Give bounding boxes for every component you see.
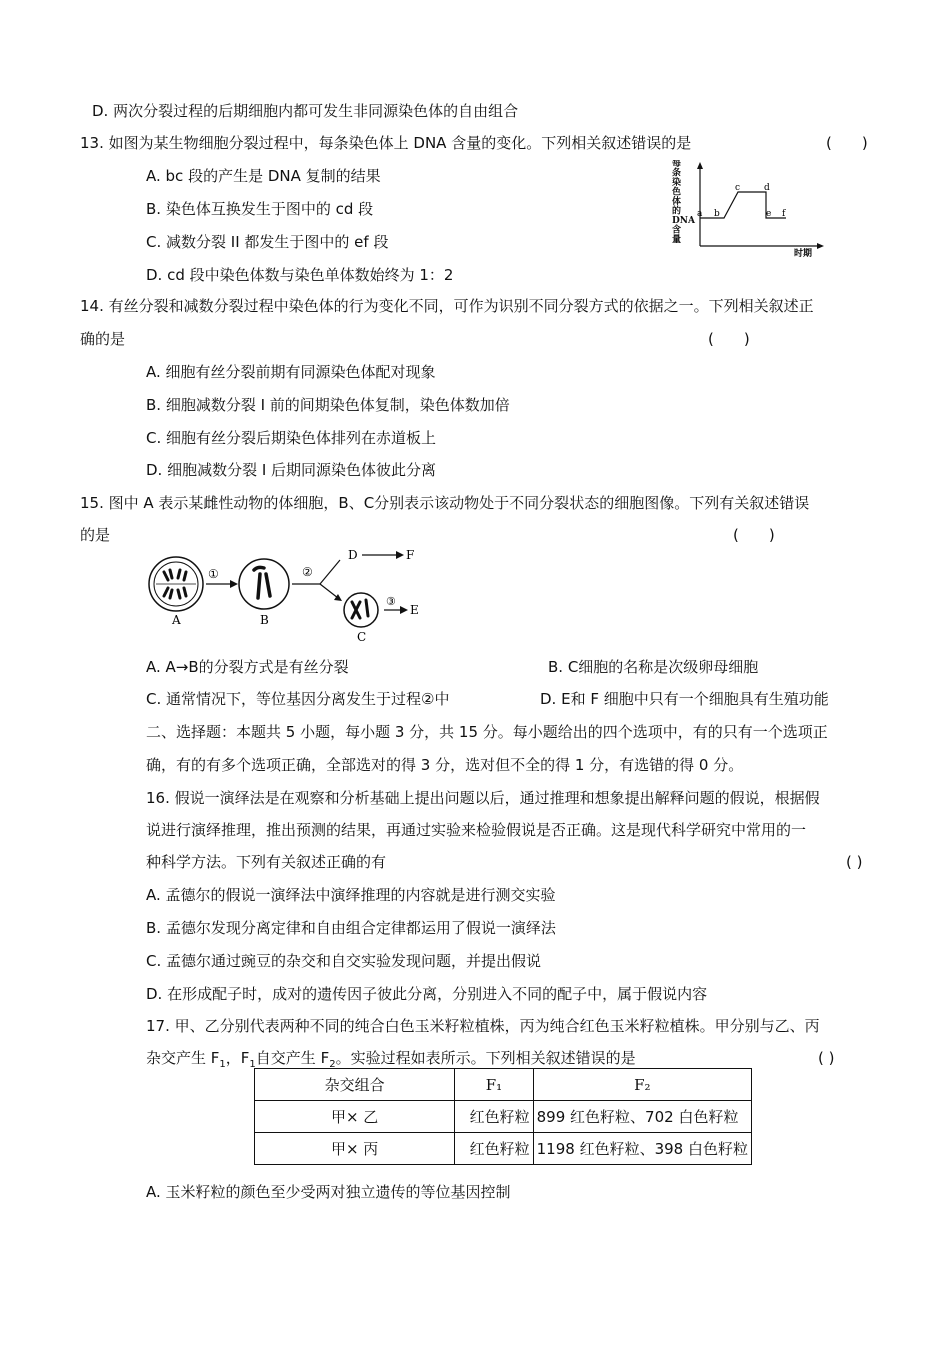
graph-point-f: f [782, 209, 786, 219]
arrow-d-f-head [396, 551, 404, 559]
q16-stem-line3: 种科学方法。下列有关叙述正确的有 [146, 853, 387, 871]
q15-cell-division-figure [140, 540, 440, 650]
graph-y-label: 每条染色体的 DNA 含量 [672, 160, 696, 245]
q15-option-a: A. A→B的分裂方式是有丝分裂 [146, 658, 349, 676]
q13-option-c: C. 减数分裂 II 都发生于图中的 ef 段 [146, 233, 389, 251]
row2-cross: 甲× 丙 [255, 1133, 455, 1165]
label-f: F [406, 548, 415, 562]
q16-answer-paren: ( ) [846, 853, 863, 871]
q15-option-b: B. C细胞的名称是次级卵母细胞 [548, 658, 759, 676]
cell-c [344, 593, 378, 627]
q15-answer-paren: ( ) [733, 526, 775, 544]
q17-sub-f1a: 1 [219, 1059, 226, 1070]
header-f1: F₁ [455, 1069, 533, 1101]
q17-sub-f1b: 1 [249, 1059, 256, 1070]
q15-stem-line1: 15. 图中 A 表示某雌性动物的体细胞，B、C分别表示该动物处于不同分裂状态的细胞图像。下列有关叙述错误 [80, 494, 810, 512]
row2-f2: 1198 红色籽粒、398 白色籽粒 [533, 1133, 751, 1165]
q12-option-d: D. 两次分裂过程的后期细胞内都可发生非同源染色体的自由组合 [92, 102, 519, 120]
q13-answer-paren: ( ) [826, 134, 868, 152]
q16-option-a: A. 孟德尔的假说一演绎法中演绎推理的内容就是进行测交实验 [146, 886, 556, 904]
header-cross: 杂交组合 [255, 1069, 455, 1101]
arrow-1-head [230, 580, 238, 588]
step-1: ① [208, 567, 219, 581]
step-2: ② [302, 565, 313, 579]
q15-stem-line2: 的是 [80, 526, 111, 544]
q13-option-b: B. 染色体互换发生于图中的 cd 段 [146, 200, 374, 218]
branch-up [320, 560, 340, 584]
q14-stem-line2: 确的是 [80, 330, 126, 348]
graph-curve [700, 192, 786, 218]
table-row [255, 1133, 752, 1165]
q13-stem: 13. 如图为某生物细胞分裂过程中，每条染色体上 DNA 含量的变化。下列相关叙述错误的是 [80, 134, 692, 152]
branch-down-head [334, 594, 342, 601]
graph-x-label: 时期 [794, 249, 813, 259]
header-f2: F₂ [533, 1069, 751, 1101]
q14-option-c: C. 细胞有丝分裂后期染色体排列在赤道板上 [146, 429, 437, 447]
graph-point-b: b [714, 209, 720, 219]
q14-option-d: D. 细胞减数分裂 I 后期同源染色体彼此分离 [146, 461, 437, 479]
graph-point-a: a [697, 209, 703, 219]
q14-answer-paren: ( ) [708, 330, 750, 348]
cell-b [239, 559, 289, 609]
section2-line2: 确，有的有多个选项正确，全部选对的得 3 分，选对但不全的得 1 分，有选错的得 0 分。 [146, 756, 744, 774]
label-e: E [410, 603, 419, 617]
row2-f1: 红色籽粒 [455, 1133, 533, 1165]
q15-option-d: D. E和 F 细胞中只有一个细胞具有生殖功能 [540, 690, 829, 708]
graph-y-arrow [697, 162, 703, 169]
graph-point-e: e [766, 209, 772, 219]
label-a: A [172, 613, 181, 627]
row1-cross: 甲× 乙 [255, 1101, 455, 1133]
arrow-3-head [400, 606, 408, 614]
q17-stem-text-3: 自交产生 F [255, 1049, 330, 1067]
q16-stem-line1: 16. 假说一演绎法是在观察和分析基础上提出问题以后，通过推理和想象提出解释问题的假说，根据假 [146, 789, 820, 807]
branch-down [320, 584, 338, 598]
table-header-row [255, 1069, 752, 1101]
graph-x-arrow [817, 243, 824, 249]
label-b: B [260, 613, 269, 627]
q16-option-c: C. 孟德尔通过豌豆的杂交和自交实验发现问题，并提出假说 [146, 952, 542, 970]
q17-stem-text-1: 杂交产生 F [146, 1049, 220, 1067]
graph-point-d: d [764, 183, 770, 193]
row1-f2: 899 红色籽粒、702 白色籽粒 [533, 1101, 751, 1133]
step-3: ③ [386, 595, 396, 608]
cell-a [149, 557, 203, 611]
row1-f1: 红色籽粒 [455, 1101, 533, 1133]
q17-stem-text-2: ，F [225, 1049, 250, 1067]
q13-option-a: A. bc 段的产生是 DNA 复制的结果 [146, 167, 381, 185]
q14-stem-line1: 14. 有丝分裂和减数分裂过程中染色体的行为变化不同，可作为识别不同分裂方式的依据之一。下列相关叙述正 [80, 297, 814, 315]
q16-stem-line2: 说进行演绎推理，推出预测的结果，再通过实验来检验假说是否正确。这是现代科学研究中常用的一 [146, 821, 807, 839]
q17-stem-line1: 17. 甲、乙分别代表两种不同的纯合白色玉米籽粒植株，丙为纯合红色玉米籽粒植株。甲分别与乙、丙 [146, 1017, 820, 1035]
label-c: C [357, 630, 367, 644]
q16-option-d: D. 在形成配子时，成对的遗传因子彼此分离，分别进入不同的配子中，属于假说内容 [146, 985, 708, 1003]
q17-option-a: A. 玉米籽粒的颜色至少受两对独立遗传的等位基因控制 [146, 1183, 511, 1201]
table-row [255, 1101, 752, 1133]
q17-answer-paren: ( ) [818, 1049, 835, 1067]
q13-dna-graph [668, 160, 828, 260]
q17-sub-f2: 2 [329, 1059, 336, 1070]
q15-option-c: C. 通常情况下，等位基因分离发生于过程②中 [146, 690, 450, 708]
q13-option-d: D. cd 段中染色体数与染色单体数始终为 1：2 [146, 266, 454, 284]
graph-point-c: c [735, 183, 741, 193]
q14-option-b: B. 细胞减数分裂 I 前的间期染色体复制，染色体数加倍 [146, 396, 510, 414]
q16-option-b: B. 孟德尔发现分离定律和自由组合定律都运用了假说一演绎法 [146, 919, 556, 937]
q17-stem-text-4: 。实验过程如表所示。下列相关叙述错误的是 [335, 1049, 636, 1067]
label-d: D [348, 548, 358, 562]
section2-line1: 二、选择题：本题共 5 小题，每小题 3 分，共 15 分。每小题给出的四个选项中，有的只有一个选项正 [146, 723, 828, 741]
q14-option-a: A. 细胞有丝分裂前期有同源染色体配对现象 [146, 363, 436, 381]
q17-cross-table [254, 1068, 752, 1165]
